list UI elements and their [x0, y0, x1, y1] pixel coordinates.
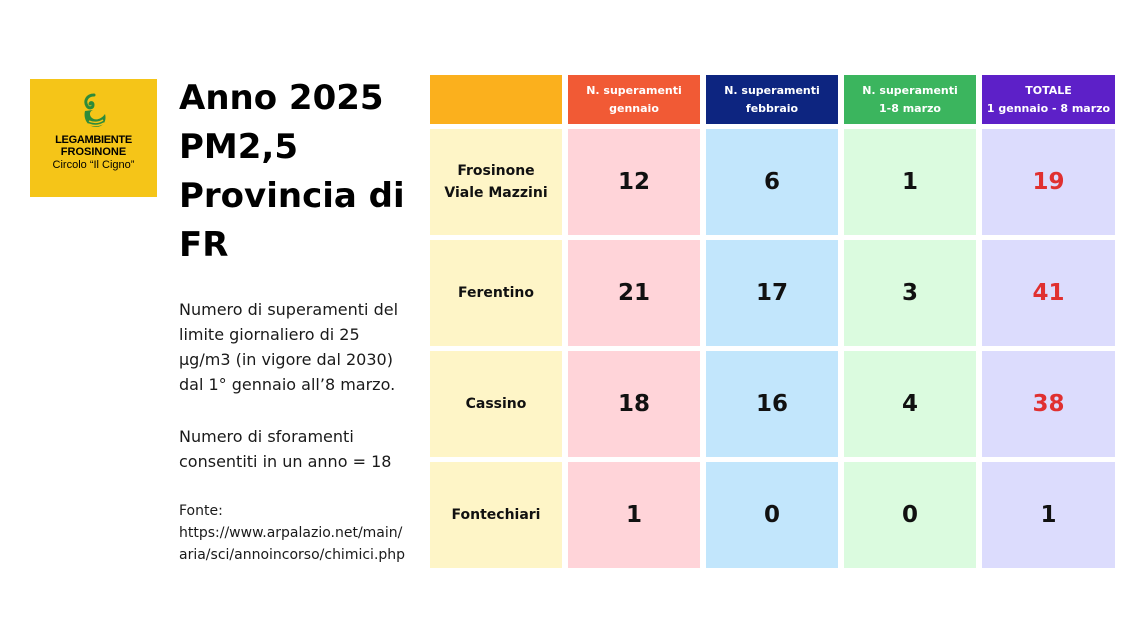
description-line-1: Numero di superamenti del	[179, 300, 399, 319]
header-corner	[430, 75, 562, 124]
cell-febbraio: 6	[706, 129, 838, 235]
source-label: Fonte:	[179, 503, 223, 519]
cell-totale: 19	[982, 129, 1115, 235]
cell-marzo: 3	[844, 240, 976, 346]
description-line-4: dal 1° gennaio all’8 marzo.	[179, 375, 396, 394]
source-url-line-1: https://www.arpalazio.net/main/	[179, 525, 403, 541]
title-line-1: Anno 2025	[179, 78, 384, 118]
cell-gennaio: 21	[568, 240, 700, 346]
source-url-line-2: aria/sci/annoincorso/chimici.php	[179, 547, 406, 563]
row-label-cassino	[430, 351, 562, 457]
header-marzo	[844, 75, 976, 124]
cell-febbraio: 16	[706, 351, 838, 457]
cell-totale: 38	[982, 351, 1115, 457]
header-gennaio-line-1: N. superamenti	[586, 83, 682, 97]
header-gennaio-line-2: gennaio	[609, 101, 659, 115]
logo-line-3: Circolo “Il Cigno”	[52, 159, 135, 171]
page-title	[179, 74, 424, 270]
legambiente-logo	[30, 79, 157, 197]
header-totale-line-1: TOTALE	[1025, 83, 1072, 97]
cell-marzo: 1	[844, 129, 976, 235]
cell-febbraio: 17	[706, 240, 838, 346]
header-gennaio	[568, 75, 700, 124]
row-label-frosinone	[430, 129, 562, 235]
row-label-line-1: Frosinone	[457, 163, 535, 179]
cell-totale: 1	[982, 462, 1115, 568]
row-label-line-2: Viale Mazzini	[444, 185, 548, 201]
allowed-line-2: consentiti in un anno = 18	[179, 452, 392, 471]
description-text	[179, 297, 429, 397]
row-label-line-1: Ferentino	[458, 285, 534, 301]
header-febbraio-line-1: N. superamenti	[724, 83, 820, 97]
source-text	[179, 500, 431, 566]
legambiente-swan-icon	[79, 93, 109, 131]
row-label-line-1: Cassino	[465, 396, 527, 412]
allowed-exceedances-text	[179, 424, 429, 474]
header-febbraio-line-2: febbraio	[745, 101, 799, 115]
logo-line-2: FROSINONE	[60, 146, 127, 158]
header-febbraio	[706, 75, 838, 124]
header-marzo-line-1: N. superamenti	[862, 83, 958, 97]
title-line-4: FR	[179, 225, 229, 265]
row-label-ferentino	[430, 240, 562, 346]
logo-line-1: LEGAMBIENTE	[55, 134, 132, 146]
header-marzo-line-2: 1-8 marzo	[879, 101, 941, 115]
exceedances-table	[430, 75, 1115, 568]
description-line-2: limite giornaliero di 25	[179, 325, 360, 344]
description-line-3: µg/m3 (in vigore dal 2030)	[179, 350, 393, 369]
cell-totale: 41	[982, 240, 1115, 346]
cell-gennaio: 18	[568, 351, 700, 457]
title-line-3: Provincia di	[179, 176, 405, 216]
cell-gennaio: 1	[568, 462, 700, 568]
row-label-line-1: Fontechiari	[451, 507, 541, 523]
cell-marzo: 0	[844, 462, 976, 568]
allowed-line-1: Numero di sforamenti	[179, 427, 354, 446]
title-line-2: PM2,5	[179, 127, 298, 167]
header-totale-line-2: 1 gennaio - 8 marzo	[986, 101, 1111, 115]
row-label-fontechiari	[430, 462, 562, 568]
header-totale	[982, 75, 1115, 124]
cell-febbraio: 0	[706, 462, 838, 568]
cell-gennaio: 12	[568, 129, 700, 235]
cell-marzo: 4	[844, 351, 976, 457]
